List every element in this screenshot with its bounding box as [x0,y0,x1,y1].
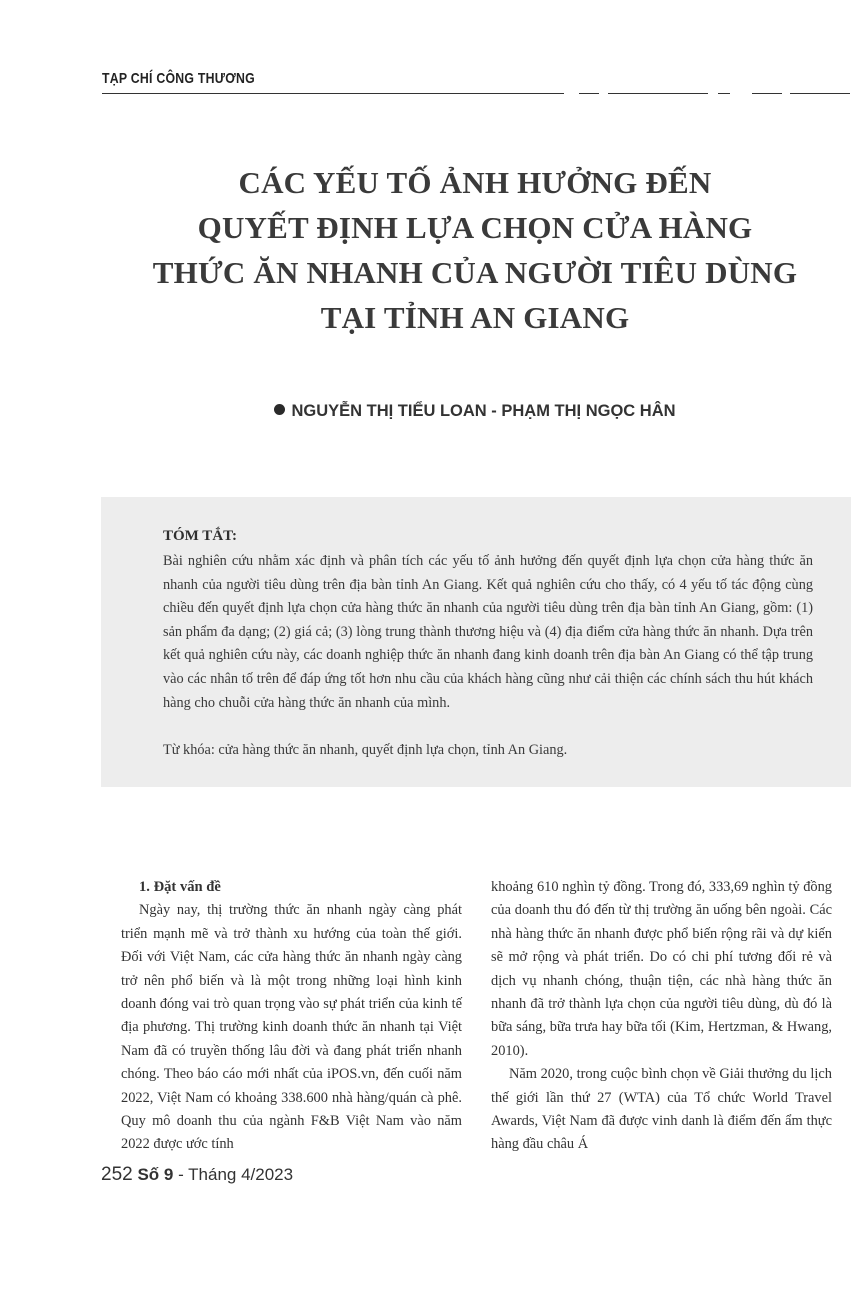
journal-name: TẠP CHÍ CÔNG THƯƠNG [102,70,255,87]
header-rule-segment [608,93,708,94]
header-rule-segment [718,93,730,94]
issue-date: Tháng 4/2023 [188,1165,294,1184]
footer-separator: - [173,1165,189,1184]
page-footer [101,1164,293,1186]
title-line: QUYẾT ĐỊNH LỰA CHỌN CỬA HÀNG [197,210,753,245]
title-line: CÁC YẾU TỐ ẢNH HƯỞNG ĐẾN [238,165,712,200]
section-heading: 1. Đặt vấn đề [139,879,221,895]
header-rule-segment [790,93,850,94]
bullet-icon [274,404,285,415]
abstract-heading: TÓM TẮT: [163,528,238,544]
body-column-right [491,876,832,1157]
body-paragraph: Ngày nay, thị trường thức ăn nhanh ngày càng phát triển mạnh mẽ và trở thành xu hướng của toàn thế giới. Đối với Việt Nam, các cửa hàng thức ăn nhanh ngày càng trở nên phổ biến và là một trong những loại hình kinh doanh đóng vai trò quan trọng vào sự phát triển của kinh tế địa phương. Thị trường kinh doanh thức ăn nhanh tại Việt Nam đã có truyền thống lâu đời và đang phát triển nhanh chóng. Theo báo cáo mới nhất của iPOS.vn, đến cuối năm 2022, Việt Nam có khoảng 338.600 nhà hàng/quán cà phê. Quy mô doanh thu của ngành F&B Việt Nam vào năm 2022 được ước tính [121,902,462,1153]
page-number: 252 [101,1164,133,1185]
abstract-text: Bài nghiên cứu nhằm xác định và phân tích các yếu tố ảnh hưởng đến quyết định lựa chọn cửa hàng thức ăn nhanh của người tiêu dùng trên địa bàn tỉnh An Giang. Kết quả nghiên cứu cho thấy, có 4 yếu tố tác động cùng chiều đến quyết định lựa chọn cửa hàng thức ăn nhanh của người tiêu dùng trên địa bàn tỉnh An Giang, gồm: (1) sản phẩm đa dạng; (2) giá cả; (3) lòng trung thành thương hiệu và (4) địa điểm cửa hàng thức ăn nhanh. Dựa trên kết quả nghiên cứu này, các doanh nghiệp thức ăn nhanh đang kinh doanh trên địa bàn An Giang có thể tập trung vào các nhân tố trên để đáp ứng tốt hơn nhu cầu của khách hàng cũng như cải thiện các chính sách thu hút khách hàng cho chuỗi cửa hàng thức ăn nhanh của mình. [163,553,813,711]
author-line [100,402,850,421]
body-paragraph: khoảng 610 nghìn tỷ đồng. Trong đó, 333,69 nghìn tỷ đồng của doanh thu đó đến từ thị trường ăn uống bên ngoài. Các nhà hàng thức ăn nhanh được phổ biến rộng rãi và dự kiến sẽ mở rộng và phát triển. Do có chi phí tương đối rẻ và dịch vụ nhanh chóng, thuận tiện, các nhà hàng thức ăn nhanh đã trở thành lựa chọn của người tiêu dùng, dù đó là bữa sáng, bữa trưa hay bữa tối (Kim, Hertzman, & Hwang, 2010). [491,879,832,1059]
author-names: NGUYỄN THỊ TIỂU LOAN - PHẠM THỊ NGỌC HÂN [291,402,676,420]
header-rule [102,93,564,94]
keywords: Từ khóa: cửa hàng thức ăn nhanh, quyết định lựa chọn, tỉnh An Giang. [163,742,568,758]
header-rule-segment [579,93,599,94]
title-line: TẠI TỈNH AN GIANG [320,300,630,335]
body-paragraph: Năm 2020, trong cuộc bình chọn về Giải thưởng du lịch thế giới lần thứ 27 (WTA) của Tổ chức World Travel Awards, Việt Nam đã được vinh danh là điểm đến ẩm thực hàng đầu châu Á [491,1066,832,1153]
header-rule-segment [752,93,782,94]
article-title [100,160,850,340]
title-line: THỨC ĂN NHANH CỦA NGƯỜI TIÊU DÙNG [152,255,798,290]
body-column-left [121,876,462,1157]
issue-number: Số 9 [137,1165,174,1184]
